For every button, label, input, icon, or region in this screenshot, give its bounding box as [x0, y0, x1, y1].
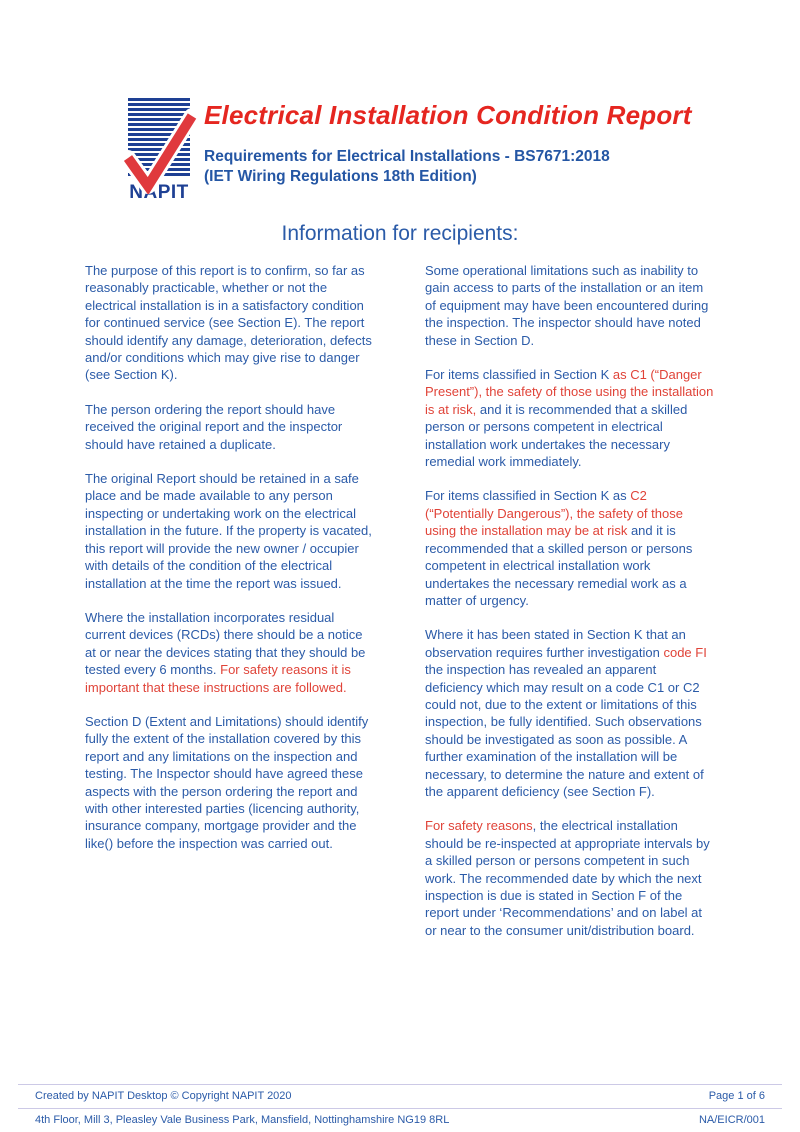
- paragraph-text: Section D (Extent and Limitations) should identify fully the extent of the installation covered by this report and any limitations on the inspection and testing. The Inspector should have agreed these aspects with the person ordering the report and with other interested parties (licencing authority, insurance company, mortgage provider and the like() before the inspection was carried out.: [85, 713, 369, 851]
- paragraph: [425, 817, 715, 939]
- footer-row-2: [0, 1109, 800, 1132]
- paragraph-text: and it is recommended that a skilled person or persons competent in electrical installation work undertakes the necessary remedial work as a matter of urgency.: [425, 523, 693, 608]
- paragraph: [85, 401, 375, 453]
- right-column: [425, 262, 715, 956]
- footer-row-1: [0, 1085, 800, 1108]
- title-block: [204, 98, 692, 187]
- napit-logo: [126, 98, 192, 204]
- checkmark-icon: [118, 106, 200, 194]
- paragraph-text-red: as C1 (“Danger Present”), the safety of those using the installation is at risk,: [425, 367, 714, 417]
- paragraph: [425, 262, 715, 349]
- paragraph-text: Where the installation incorporates residual current devices (RCDs) there should be a notice at or near the devices stating that they should be tested every 6 months.: [85, 609, 366, 678]
- subtitle-line-1: Requirements for Electrical Installations - BS7671:2018: [204, 148, 610, 165]
- subtitle-line-2: (IET Wiring Regulations 18th Edition): [204, 168, 477, 185]
- paragraph-text: The purpose of this report is to confirm, so far as reasonably practicable, whether or not the electrical installation is in a satisfactory condition for continued service (see Section E). The report should identify any damage, deterioration, defects and/or conditions which may give rise to danger (see Section K).: [85, 263, 372, 383]
- paragraph: [425, 366, 715, 470]
- footer-doc-ref: NA/EICR/001: [698, 1114, 765, 1126]
- paragraph-text: For items classified in Section K as: [425, 488, 631, 504]
- section-heading: Information for recipients:: [281, 222, 519, 245]
- paragraph-text-red: For safety reasons: [425, 818, 533, 834]
- report-header: [126, 98, 692, 204]
- page-subtitle: [204, 147, 692, 187]
- paragraph: [425, 487, 715, 609]
- left-column: [85, 262, 375, 956]
- paragraph-text: Where it has been stated in Section K that an observation requires further investigation: [425, 627, 686, 660]
- paragraph: [425, 626, 715, 800]
- paragraph-text: The person ordering the report should have received the original report and the inspector should have retained a duplicate.: [85, 401, 343, 452]
- footer-created-text: Created by NAPIT Desktop © Copyright NAPIT 2020: [35, 1090, 292, 1102]
- body-columns: [85, 262, 715, 956]
- paragraph: [85, 470, 375, 592]
- paragraph-text: and it is recommended that a skilled person or persons competent in electrical installation work undertakes the necessary remedial work immediately.: [425, 401, 688, 470]
- footer-page-number: Page 1 of 6: [708, 1090, 765, 1102]
- paragraph-text-red: C2 (“Potentially Dangerous”), the safety of those using the installation may be at risk: [425, 488, 683, 539]
- paragraph-text: The original Report should be retained in a safe place and be made available to any person inspecting or undertaking work on the electrical installation in the future. If the property is vacated, this report will provide the new owner / occupier with details of the condition of the electrical installation at the time the report was issued.: [85, 471, 372, 591]
- paragraph-text: , the electrical installation should be re-inspected at appropriate intervals by a skilled person or persons competent in such work. The recommended date by which the next inspection is due is stated in Section F of the report under ‘Recommendations’ and on label at or near to the consumer unit/distribution board.: [425, 818, 710, 938]
- page-title: Electrical Installation Condition Report: [204, 100, 692, 130]
- paragraph-text: For items classified in Section K: [425, 367, 613, 383]
- page-footer: [0, 1084, 800, 1132]
- paragraph: [85, 713, 375, 852]
- napit-logo-text: NAPIT: [129, 182, 189, 203]
- paragraph: [85, 262, 375, 384]
- paragraph: [85, 609, 375, 696]
- paragraph-text: Some operational limitations such as inability to gain access to parts of the installation or an item of equipment may have been encountered during the inspection. The inspector should have noted these in Section D.: [425, 263, 709, 348]
- paragraph-text-red: For safety reasons it is important that these instructions are followed.: [85, 662, 351, 695]
- paragraph-text: the inspection has revealed an apparent deficiency which may result on a code C1 or C2 could not, due to the extent or limitations of this inspection, be fully identified. Such observations should be investigated as soon as possible. A further examination of the installation will be necessary, to determine the nature and extent of the apparent deficiency (see Section F).: [425, 662, 704, 799]
- footer-address: 4th Floor, Mill 3, Pleasley Vale Business Park, Mansfield, Nottinghamshire NG19 8RL: [35, 1114, 450, 1126]
- paragraph-text-red: code FI: [663, 644, 707, 660]
